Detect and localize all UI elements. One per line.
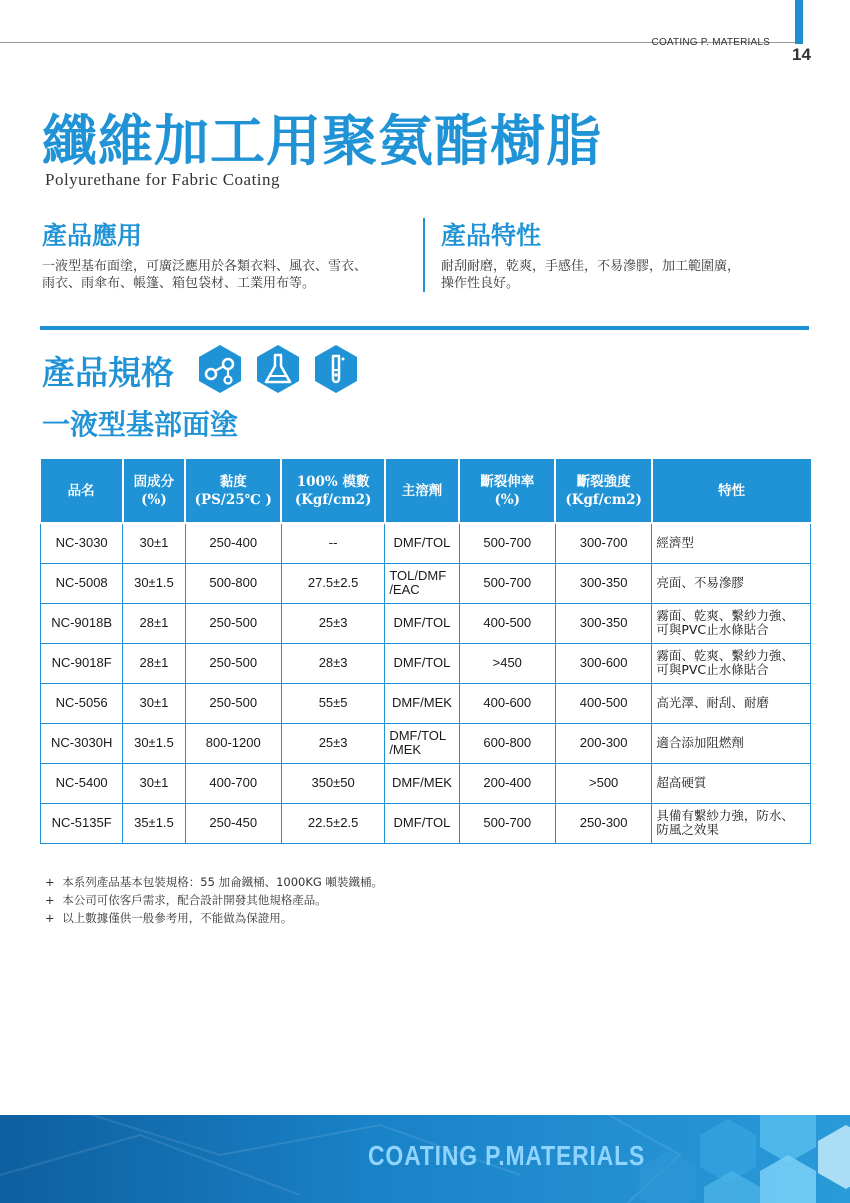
column-header-label: (PS/25℃ ) [194,491,272,508]
column-header-label: 品名 [67,482,95,499]
column-header-label: 固成分 [133,473,175,490]
table-cell: >450 [459,643,555,683]
table-cell: 300-600 [555,643,651,683]
table-cell: 500-800 [185,563,281,603]
column-header-label: 斷裂伸率 [480,473,535,490]
features-text [441,258,801,292]
flask-icon [255,344,301,394]
column-header-label: 主溶劑 [401,482,443,499]
header-brand: COATING P. MATERIALS [651,37,770,48]
feature-cell: 經濟型 [652,523,811,563]
table-cell: 30±1.5 [123,723,185,763]
page-marker-bar [795,0,803,44]
table-cell: DMF/MEK [385,683,459,723]
table-cell: 500-700 [459,803,555,843]
table-cell: 300-350 [555,563,651,603]
notes [45,873,383,927]
product-name-cell: NC-3030H [41,723,123,763]
feature-cell: 具備有繫紗力強，防水、 防風之效果 [652,803,811,843]
table-cell: 25±3 [281,603,384,643]
features-heading: 產品特性 [441,221,542,250]
table-cell: 300-700 [555,523,651,563]
features-line: 耐刮耐磨，乾爽，手感佳，不易滲膠，加工範圍廣， [441,259,741,274]
table-cell: 28±3 [281,643,384,683]
column-header [281,459,384,523]
column-header-label: 特性 [718,482,746,499]
column-header [41,459,123,523]
table-header-row [41,459,811,523]
feature-cell: 霧面、乾爽、繫紗力強、 可與PVC止水條貼合 [652,643,811,683]
column-header-label: (%) [494,491,521,508]
table-cell: 400-600 [459,683,555,723]
product-name-cell: NC-9018B [41,603,123,643]
table-cell: 28±1 [123,603,185,643]
table-cell: 500-700 [459,523,555,563]
feature-cell: 超高硬質 [652,763,811,803]
column-header [459,459,555,523]
column-header-label: (%) [141,491,167,508]
column-header-label: (Kgf/cm2) [565,491,642,508]
page-subtitle: Polyurethane for Fabric Coating [45,170,281,189]
spec-heading: 產品規格 [42,353,174,392]
table-row [41,763,811,803]
table-cell: 400-700 [185,763,281,803]
table-cell: 22.5±2.5 [281,803,384,843]
table-cell: 30±1 [123,683,185,723]
product-name-cell: NC-5135F [41,803,123,843]
table-cell: 250-400 [185,523,281,563]
table-row [41,683,811,723]
table-cell: 250-300 [555,803,651,843]
molecule-icon [197,344,243,394]
table-cell: 28±1 [123,643,185,683]
column-header [123,459,185,523]
footer-brand: COATING P.MATERIALS [368,1140,646,1171]
table-cell: 250-500 [185,683,281,723]
column-header [185,459,281,523]
features-line: 操作性良好。 [441,276,520,291]
table-cell: 400-500 [459,603,555,643]
table-cell: 250-500 [185,643,281,683]
feature-cell: 適合添加阻燃劑 [652,723,811,763]
table-cell: 55±5 [281,683,384,723]
table-cell: >500 [555,763,651,803]
test-tube-icon [313,344,359,394]
table-cell: 250-450 [185,803,281,843]
table-cell: -- [281,523,384,563]
note-item: + 以上數據僅供一般參考用，不能做為保證用。 [45,909,383,927]
feature-cell: 霧面、乾爽、繫紗力強、 可與PVC止水條貼合 [652,603,811,643]
column-header-label: 斷裂強度 [576,473,631,490]
table-cell: 200-300 [555,723,651,763]
table-cell: 30±1.5 [123,563,185,603]
product-name-cell: NC-9018F [41,643,123,683]
table-cell: 800-1200 [185,723,281,763]
table-row [41,563,811,603]
column-header [385,459,459,523]
column-header [555,459,651,523]
application-line: 雨衣、雨傘布、帳篷、箱包袋材、工業用布等。 [42,276,316,291]
note-item: + 本系列產品基本包裝規格：55 加侖鐵桶、1000KG 噸裝鐵桶。 [45,873,383,891]
column-header-label: 黏度 [219,473,247,490]
column-header-label: (Kgf/cm2) [294,491,372,508]
table-cell: 250-500 [185,603,281,643]
table-cell: 35±1.5 [123,803,185,843]
table-cell: 200-400 [459,763,555,803]
table-cell: DMF/TOL [385,643,459,683]
table-cell: 30±1 [123,763,185,803]
table-cell: 400-500 [555,683,651,723]
note-item: + 本公司可依客戶需求，配合設計開發其他規格產品。 [45,891,383,909]
product-name-cell: NC-5400 [41,763,123,803]
page-number: 14 [792,45,811,64]
application-line: 一液型基布面塗，可廣泛應用於各類衣料、風衣、雪衣、 [42,259,368,274]
application-heading: 產品應用 [42,221,143,250]
table-cell: 500-700 [459,563,555,603]
section-rule [40,326,809,330]
product-name-cell: NC-5008 [41,563,123,603]
table-cell: DMF/TOL [385,523,459,563]
product-name-cell: NC-5056 [41,683,123,723]
section-divider [423,218,425,292]
table-cell: 30±1 [123,523,185,563]
table-cell: TOL/DMF /EAC [385,563,459,603]
column-header [652,459,811,523]
application-text [42,258,412,292]
table-row [41,723,811,763]
table-cell: DMF/MEK [385,763,459,803]
table-cell: 350±50 [281,763,384,803]
spec-table [40,459,811,844]
page-title: 纖維加工用聚氨酯樹脂 [42,108,603,173]
table-cell: 300-350 [555,603,651,643]
table-cell: 25±3 [281,723,384,763]
column-header-label: 100% 模數 [296,473,370,490]
product-name-cell: NC-3030 [41,523,123,563]
table-cell: 27.5±2.5 [281,563,384,603]
table-row [41,523,811,563]
table-body [41,523,811,843]
table-row [41,643,811,683]
product-series-heading: 一液型基部面塗 [42,408,239,441]
table-cell: 600-800 [459,723,555,763]
table-cell: DMF/TOL [385,803,459,843]
feature-cell: 高光澤、耐刮、耐磨 [652,683,811,723]
table-cell: DMF/TOL /MEK [385,723,459,763]
table-cell: DMF/TOL [385,603,459,643]
table-row [41,803,811,843]
feature-cell: 亮面、不易滲膠 [652,563,811,603]
table-row [41,603,811,643]
